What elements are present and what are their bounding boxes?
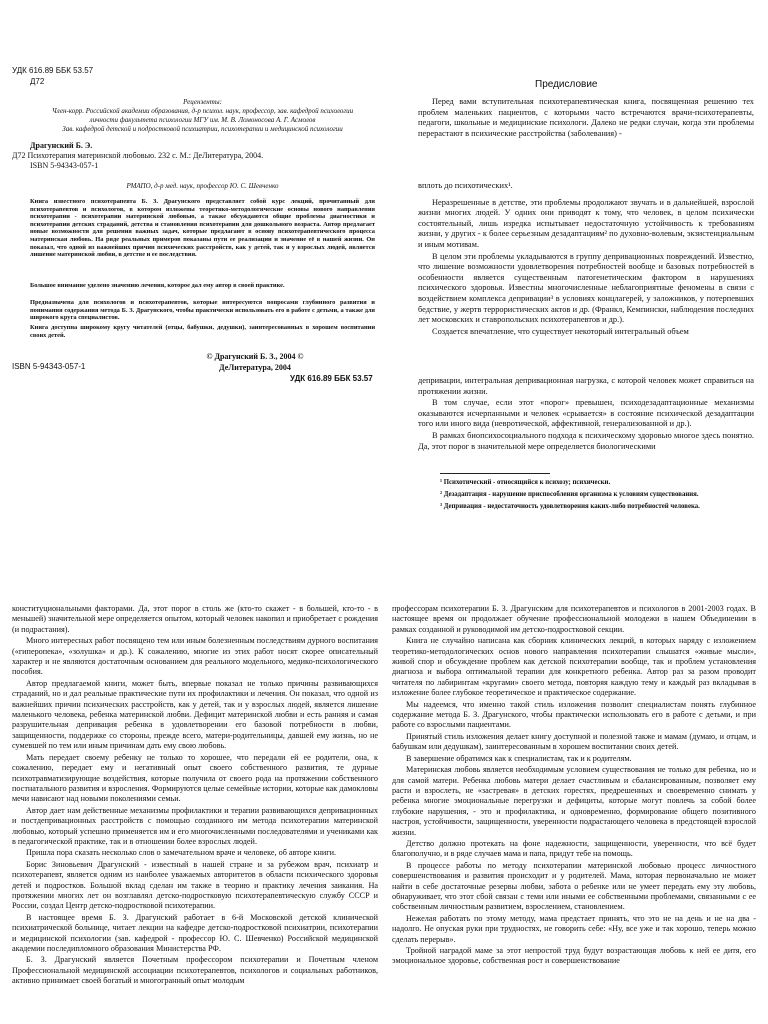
body-right-column — [392, 604, 756, 968]
annotation-paragraph-4: Книга доступна широкому кругу читателей (отцы, бабушки, дедушки), заинтересованных в хорошем воспитании своих детей. — [30, 324, 375, 339]
body-paragraph: Много интересных работ посвящено тем или иным болезненным последствиям дурного воспитания («гиперопека», «золушка» и др.). К сожалению, многие из этих работ носят скорее описательный характер и не являются достаточным основанием для реального модельного, медико-психологического пособия. — [12, 636, 378, 677]
body-paragraph: Нежелая работать по этому методу, мама предстает принять, что это не на день и не на два - надолго. Не опуская руки при трудностях, не говорить себе: «Ну, все уже и так хорошо, теперь можно сделать перерыв». — [392, 913, 756, 944]
annotation-paragraph-3: Предназначена для психологов и психотерапевтов, которые интересуются вопросами глубинного развития и понимания содержания метода Б. З. Драгунского, чтобы практически использовать его в работе с детьми, а также для широкого круга специалистов. — [30, 299, 375, 322]
annotation-paragraph-1: Книга известного психотерапевта Б. З. Драгунского представляет собой курс лекций, прочитанный для психотерапевтов и психологов, в котором изложены теоретико-методологические основы нового направления психотерапии - психотерапии материнской любовью, а также обсуждаются общие проблемы диагностики и психотерапии детских страданий, детства и становления психотерапии для дошкольного возраста. Автор предлагает новые возможности для решения важных задач, которые предлагают в основу психотерапевтического процесса материнская любовь. На ряде реальных примеров показаны пути ее реализации и значение её в нашей жизни. Он показал, что одной из важнейших причин психических расстройств, как у детей, так и у взрослых людей, является лишение материнской любви, в детстве и ее последствия. — [30, 198, 375, 259]
reviewers-label: Рецензенты: — [183, 98, 222, 106]
body-paragraph: Мы надеемся, что именно такой стиль изложения позволит специалистам понять глубинное содержание метода Б. З. Драгунского, чтобы практически использовать его в работе с детьми, и при работе со взрослыми пациентами. — [392, 699, 756, 730]
udk-bottom: УДК 616.89 ББК 53.57 — [290, 374, 373, 383]
reviewer-1: Член-корр. Российской академии образования, д-р психол. наук, профессор, зав. кафедрой психологии личности факультета психологии МГУ им. М. В. Ломоносова А. Г. Асмолов — [51, 107, 354, 124]
body-paragraph: Книга не случайно написана как сборник клинических лекций, в которых наряду с изложением теоретико-методологических основ нового направления психотерапии слышатся «живые мысли», живой спор и обсуждение проблем как детской психотерапии вообще, так и проблем установления диагноза и выбора оптимальной терапии для конкретного ребенка. Автор раз за разом проводит читателя по лабиринтам «кругами» своего метода, повторяя каждую тему и каждый раз вкладывая в изложение более глубокое теоретическое и практическое содержание. — [392, 636, 756, 698]
body-paragraph: В процессе работы по методу психотерапии материнской любовью процесс личностного совершенствования и развития происходит и у родителей. Мама, которая первоначально не может найти в себе достаточные резервы любви, забота о ребенке или не умеет передать ему эту любовь, обнаруживает, что этот сбой связан с теми или иными ее собственными проблемами, связанными с ее собственным личностным развитием, взрослением, становлением. — [392, 860, 756, 912]
body-paragraph: Автор дает нам действенные механизмы профилактики и терапии развивающихся депривационных и постдепривационных расстройств с помощью созданного им метода психотерапии материнской любовью, который успешно применяется им и его многочисленными последователями и учениками как в педагогической практике, так и в отношении более взрослых людей. — [12, 805, 378, 846]
footnote-3: ³ Депривация - недостаточность удовлетворения каких-либо потребностей человека. — [440, 503, 700, 510]
footnote-1: ¹ Психотический - относящийся к психозу; психически. — [440, 479, 611, 486]
preface-paragraph: депривации, интегральная депривационная нагрузка, с которой человек может справиться на протяжении жизни. — [418, 376, 754, 396]
copyright-line-1: © Драгунский Б. З., 2004 © — [206, 352, 304, 361]
reviewer-2: Зав. кафедрой детской и подростковой психиатрии, психотерапии и медицинской психологии — [62, 125, 343, 133]
annotation-paragraph-2: Большое внимание уделено значению лечения, которое дал ему автор в своей практике. — [30, 282, 285, 289]
body-paragraph: Принятый стиль изложения делает книгу доступной и полезной также и мамам (думаю, и отцам, и бабушкам или дедушкам), заинтересованным в хорошем воспитании своих детей. — [392, 731, 756, 752]
preface-paragraph: В рамках биопсихосоциального подхода к психическому здоровью многое здесь понятно. Да, этот порог в значительной мере определяется биологическими — [418, 430, 754, 451]
preface-heading: Предисловие — [535, 79, 598, 90]
body-paragraph: В настоящее время Б. З. Драгунский работает в 6-й Московской детской клинической психиатрической больнице, читает лекции на кафедре детско-подростковой психиатрии, психотерапии и медицинской психологии (зав. кафедрой - профессор Ю. С. Шевченко) Российской медицинской академии последипломного образования Министерства РФ. — [12, 912, 378, 953]
body-paragraph: Борис Зиновьевич Драгунский - известный в нашей стране и за рубежом врач, психиатр и психотерапевт, является одним из наиболее уважаемых авторитетов в области психического здоровья детей и подростков. Большой вклад сделан им также в теорию и практику лечения заикания. На протяжении многих лет он возглавлял детско-подростковую психотерапевтическую службу СССР и России, создал Центр детско-подростковой психотерапии. — [12, 859, 378, 911]
udk-code: УДК 616.89 ББК 53.57 — [12, 66, 94, 75]
isbn-bottom: ISBN 5-94343-057-1 — [12, 362, 86, 371]
bib-isbn: ISBN 5-94343-057-1 — [30, 161, 99, 170]
reviewer-3: РМАПО, д-р мед. наук, профессор Ю. С. Шевченко — [126, 182, 279, 190]
preface-text-block-2 — [418, 181, 754, 338]
body-left-column — [12, 604, 378, 988]
body-paragraph: Материнская любовь является необходимым условием существования не только для ребенка, но и для самой матери. Ребенка любовь матери делает счастливым и сбалансированным, позволяет ему расти и взрослеть, не «застревая» в детских горестях, предрешенных и своевременно снимать у ребенка многие эмоциональные перегрузки и дефициты, которые могут повлечь за собой более глубокие нарушения, - это и профилактика, и одновременно, формирование общего позитивного настроя, устойчивости, защищенности, уверенности подрастающего человека в предстоящей взрослой жизни. — [392, 765, 756, 837]
preface-paragraph: вплоть до психотических¹. — [418, 181, 513, 190]
body-paragraph: В завершение обратимся как к специалистам, так и к родителям. — [406, 753, 632, 763]
bib-author: Драгунский Б. Э. — [30, 141, 93, 150]
preface-text-block-1 — [418, 97, 754, 140]
body-paragraph: Детство должно протекать на фоне надежности, защищенности, уверенности, что всё будет благополучно, и в ряде случаев мама и папа, придут тебе на помощь. — [392, 838, 756, 859]
body-paragraph: Тройной наградой маме за этот непростой труд будут возрастающая любовь к ней ее дитя, его эмоциональное здоровье, собственная рост и совершенствование — [392, 946, 756, 966]
preface-text-block-3 — [418, 376, 754, 453]
preface-paragraph: Неразрешенные в детстве, эти проблемы продолжают звучать и в дальнейшей, взрослой жизни многих людей. У одних они приводят к тому, что человек, в целом психически состоятельный, лишь изредка испытывает недостаточную устойчивость к требованиям жизни, у других - к более серьезным дезадаптациям² по духовно-волевым, экзистенциальным и иным мотивам. — [418, 197, 754, 249]
body-paragraph: Автор предлагаемой книги, может быть, впервые показал не только причины развивающихся страданий, но и дал реальные практические пути их профилактики и лечения. Он показал, что одной из важнейших причин психических расстройств, как у детей, так и у взрослых людей, является лишение маленького человека, ребенка материнской любви. Дефицит материнской любви и есть ранняя и самая разрушительная депривация ребенка в удовлетворении его базовой потребности в любви, защищенности, поддержке со стороны, прежде всего, матери-родительницы, давшей ему жизнь, но не сумевшей по тем или иным причинам дать ему свою любовь. — [12, 678, 378, 751]
preface-paragraph: Создается впечатление, что существует некоторый интегральный объем — [432, 326, 689, 336]
library-code: Д72 — [30, 77, 45, 86]
bib-title-line: Д72 Психотерапия материнской любовью. 232 с. М.: ДеЛитература, 2004. — [12, 151, 264, 160]
body-paragraph: конституциональными факторами. Да, этот порог в столь же (кто-то скажет - в большей, кто-то - в меньшей) значительной мере определяется опытом, который человек накопил и приобретает с рождения (и подрастания). — [12, 604, 378, 634]
body-paragraph: профессорам психотерапии Б. З. Драгунским для психотерапевтов и психологов в 2001-2003 годах. В настоящее время он продолжает обучение профессиональной молодежи в нашем Объединении в рамках созданной и руководимой им детско-подростковой секции. — [392, 604, 756, 634]
body-paragraph: Пришла пора сказать несколько слов о замечательном враче и человеке, об авторе книги. — [26, 848, 337, 858]
copyright-line-2: ДеЛитература, 2004 — [219, 363, 291, 372]
preface-paragraph: В том случае, если этот «порог» превышен, психодезадаптационные механизмы оказываются исчерпанными и человек «срывается» в состояние психической дезадаптации того или иного вида (невротической, аффективной, генерализованной и др.). — [418, 398, 754, 429]
preface-paragraph: Перед вами вступительная психотерапевтическая книга, посвященная решению тех проблем маленьких пациентов, с которыми часто встречаются врачи-психотерапевты, педагоги, школьные и медицинские психологи. Далеко не редки случаи, когда эти проблемы перерастают в психические расстройства (заболевания) - — [418, 97, 754, 138]
footnote-divider — [440, 473, 550, 474]
body-paragraph: Мать передает своему ребенку не только то хорошее, что передали ей ее родители, она, к сожалению, передает ему и негативный опыт своего собственного развития, те дурные психотравматизирующие воздействия, которые получила от своего рода на протяжении собственного постнатального развития и взросления. Формируются целые семейные истории, которые как дамокловы мечи нависают над новыми поколениями семьи. — [12, 752, 378, 804]
preface-paragraph: В целом эти проблемы укладываются в группу депривационных повреждений. Известно, что лишение возможности удовлетворения потребностей вообще и базовых потребностей в особенности является существенным патогенетическим фактором в нарушениях психического здоровья. Известны многочисленные неблагоприятные феномены в связи с воздействием комплекса депривации³ в условиях концлагерей, у заложников, у потерпевших бедствие, у жертв террористических актов и др. (Франкл, Кемпински, наблюдения последних лет московских и ставропольских психотерапевтов и др.). — [418, 251, 754, 325]
body-paragraph: Б. З. Драгунский является Почетным профессором психотерапии и Почетным членом Профессиональной медицинской ассоциации психотерапевтов, психологов и социальных работников, активно принимает своей богатый и многогранный опыт молодым — [12, 955, 378, 986]
footnote-2: ² Дезадаптация - нарушение приспособления организма к условиям существования. — [440, 491, 699, 498]
